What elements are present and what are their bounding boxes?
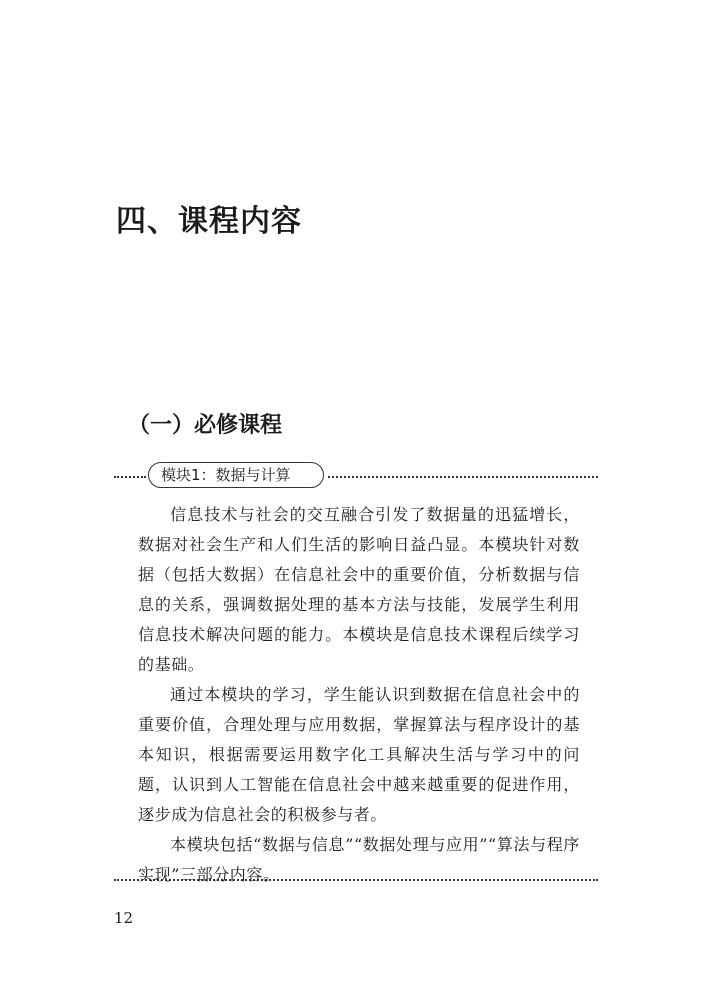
- module-label: 模块1：数据与计算: [148, 462, 324, 488]
- section-title: （一）必修课程: [128, 413, 283, 438]
- page-number: 12: [114, 909, 134, 927]
- dotted-divider-right: [328, 476, 598, 478]
- dotted-divider-left: [114, 476, 146, 478]
- paragraph-contents: 本模块包括“数据与信息”“数据处理与应用”“算法与程序实现”三部分内容。: [138, 835, 580, 884]
- module-header: [114, 462, 598, 490]
- chapter-title: 四、课程内容: [116, 204, 302, 239]
- paragraph-goals: 通过本模块的学习，学生能认识到数据在信息社会中的重要价值，合理处理与应用数据，掌握算法与程序设计的基本知识，根据需要运用数字化工具解决生活与学习中的问题，认识到人工智能在信息社会中越来越重要的促进作用，逐步成为信息社会的积极参与者。: [138, 685, 580, 824]
- paragraph-intro: 信息技术与社会的交互融合引发了数据量的迅猛增长，数据对社会生产和人们生活的影响日益凸显。本模块针对数据（包括大数据）在信息社会中的重要价值，分析数据与信息的关系，强调数据处理的基本方法与技能，发展学生利用信息技术解决问题的能力。本模块是信息技术课程后续学习的基础。: [138, 505, 580, 674]
- module-description: [138, 500, 580, 890]
- dotted-divider-bottom: [114, 879, 598, 881]
